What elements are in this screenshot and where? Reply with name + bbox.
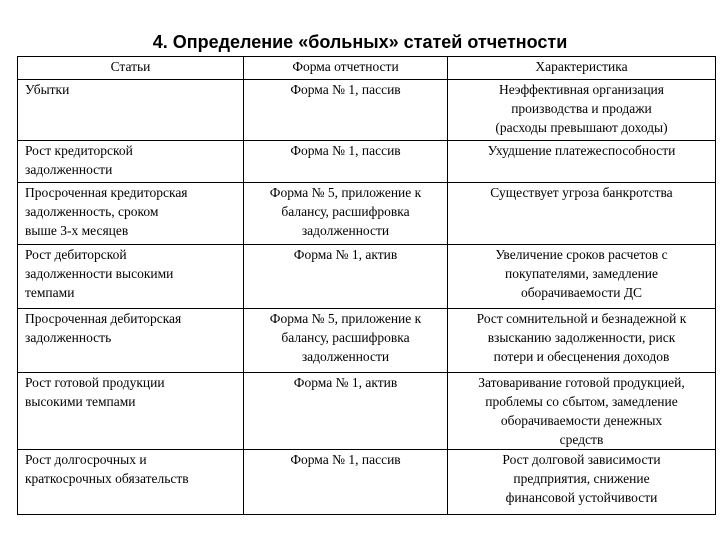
table-header-row: [18, 57, 716, 80]
table-row: [18, 183, 716, 245]
table-row: [18, 80, 716, 141]
table-row: [18, 373, 716, 450]
table-row: [18, 309, 716, 373]
form-cell: Форма № 1, актив: [244, 245, 448, 309]
form-cell: Форма № 5, приложение к балансу, расшифровка задолженности: [244, 183, 448, 245]
form-cell: Форма № 1, актив: [244, 373, 448, 450]
form-cell: Форма № 1, пассив: [244, 80, 448, 141]
item-cell: Рост кредиторской задолженности: [18, 141, 244, 183]
header-characteristic: Характеристика: [448, 57, 716, 80]
description-cell: Ухудшение платежеспособности: [448, 141, 716, 183]
problem-items-table: [17, 56, 716, 515]
item-cell: Просроченная дебиторская задолженность: [18, 309, 244, 373]
item-cell: Убытки: [18, 80, 244, 141]
description-cell: Затоваривание готовой продукцией, проблемы со сбытом, замедление оборачиваемости денежных средств: [448, 373, 716, 450]
description-cell: Увеличение сроков расчетов с покупателями, замедление оборачиваемости ДС: [448, 245, 716, 309]
item-cell: Просроченная кредиторская задолженность, сроком выше 3-х месяцев: [18, 183, 244, 245]
form-cell: Форма № 1, пассив: [244, 141, 448, 183]
page-title: 4. Определение «больных» статей отчетности: [152, 32, 568, 52]
form-cell: Форма № 5, приложение к балансу, расшифровка задолженности: [244, 309, 448, 373]
item-cell: Рост долгосрочных и краткосрочных обязательств: [18, 450, 244, 515]
form-cell: Форма № 1, пассив: [244, 450, 448, 515]
item-cell: Рост готовой продукции высокими темпами: [18, 373, 244, 450]
item-cell: Рост дебиторской задолженности высокими темпами: [18, 245, 244, 309]
description-cell: Рост долговой зависимости предприятия, снижение финансовой устойчивости: [448, 450, 716, 515]
description-cell: Существует угроза банкротства: [448, 183, 716, 245]
table-row: [18, 141, 716, 183]
table-row: [18, 245, 716, 309]
header-report-form: Форма отчетности: [244, 57, 448, 80]
table-row: [18, 450, 716, 515]
description-cell: Неэффективная организация производства и продажи (расходы превышают доходы): [448, 80, 716, 141]
description-cell: Рост сомнительной и безнадежной к взысканию задолженности, риск потери и обесценения доходов: [448, 309, 716, 373]
header-items: Статьи: [18, 57, 244, 80]
